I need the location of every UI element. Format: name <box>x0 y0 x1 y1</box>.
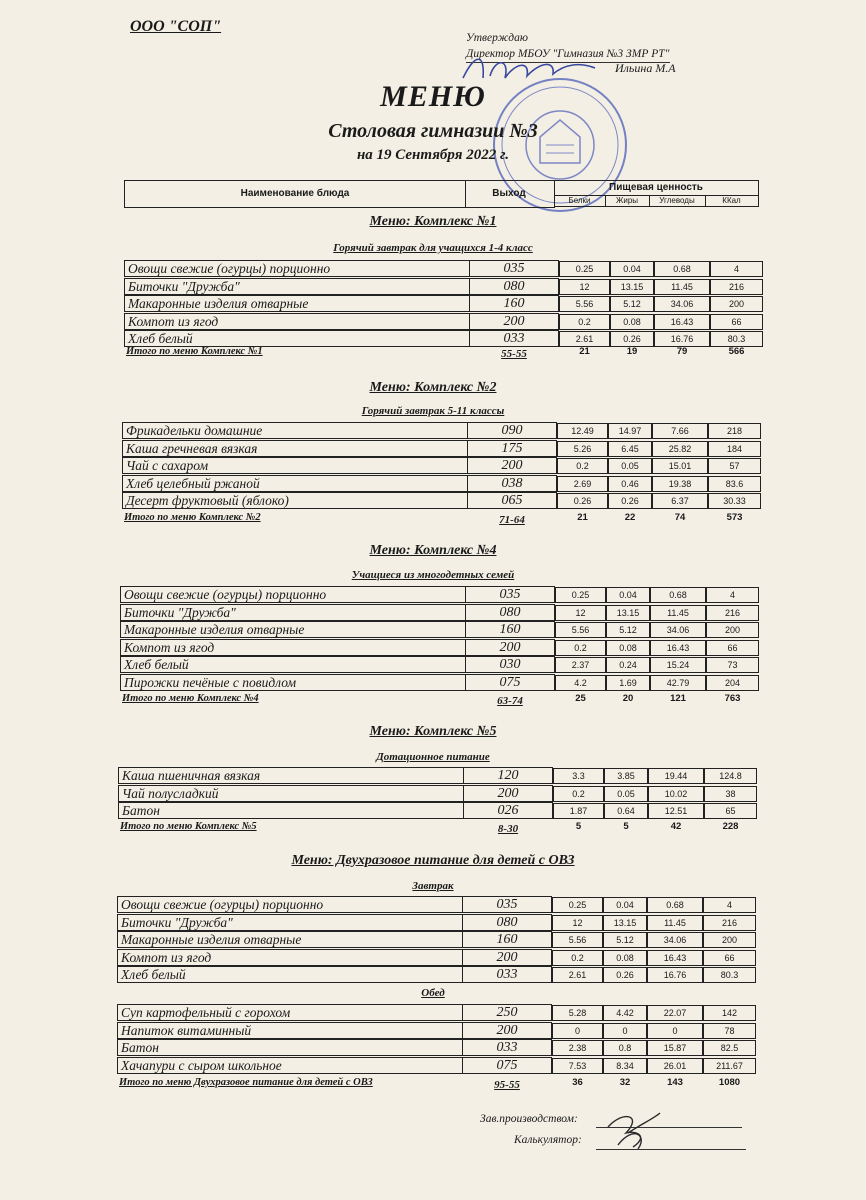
proteins-value: 5.28 <box>552 1005 603 1021</box>
approver-name: Ильина М.А <box>615 61 676 75</box>
kcal-value: 30.33 <box>708 493 761 509</box>
total-kcal: 228 <box>722 821 739 832</box>
total-carbs: 143 <box>667 1077 683 1088</box>
kcal-value: 83.6 <box>708 476 761 492</box>
carbs-value: 12.51 <box>648 803 704 819</box>
header-output-cell <box>464 180 555 208</box>
canteen-title: Столовая гимназии №3 <box>328 120 538 142</box>
dish-output: 160 <box>462 931 552 948</box>
carbs-value: 7.66 <box>652 423 708 439</box>
dish-output: 200 <box>465 639 555 656</box>
fats-value: 0.26 <box>603 967 647 983</box>
dish-output: 160 <box>469 295 559 312</box>
fats-value: 0.24 <box>606 657 650 673</box>
total-label: Итого по меню Комплекс №5 <box>120 821 257 832</box>
dish-name: Батон <box>117 1039 462 1056</box>
total-kcal: 1080 <box>718 1077 741 1088</box>
kcal-value: 4 <box>706 587 759 603</box>
proteins-value: 2.61 <box>552 967 603 983</box>
carbs-value: 0.68 <box>647 897 703 913</box>
proteins-value: 5.26 <box>557 441 608 457</box>
carbs-value: 15.01 <box>652 458 708 474</box>
dish-name: Напиток витаминный <box>117 1022 462 1039</box>
fats-value: 0.46 <box>608 476 652 492</box>
proteins-value: 1.87 <box>553 803 604 819</box>
kcal-value: 204 <box>706 675 759 691</box>
dish-name: Фрикадельки домашние <box>122 422 467 439</box>
dish-name: Хлеб белый <box>120 656 465 673</box>
dish-name: Чай с сахаром <box>122 457 467 474</box>
total-fats: 32 <box>619 1077 631 1088</box>
kcal-value: 218 <box>708 423 761 439</box>
total-kcal: 763 <box>724 693 741 704</box>
total-fats: 22 <box>624 512 636 523</box>
total-proteins: 25 <box>575 693 586 704</box>
kcal-value: 38 <box>704 786 757 802</box>
fats-value: 5.12 <box>603 932 647 948</box>
proteins-value: 0.2 <box>559 314 610 330</box>
fats-value: 0.64 <box>604 803 648 819</box>
header-kcal: ККал <box>705 195 759 207</box>
proteins-value: 7.53 <box>552 1058 603 1074</box>
group-title: Горячий завтрак 5-11 классы <box>361 405 505 417</box>
kcal-value: 184 <box>708 441 761 457</box>
dish-output: 200 <box>463 785 553 802</box>
kcal-value: 66 <box>710 314 763 330</box>
dish-name: Овощи свежие (огурцы) порционно <box>120 586 465 603</box>
proteins-value: 12 <box>559 279 610 295</box>
fats-value: 0.04 <box>603 897 647 913</box>
menu-title: МЕНЮ <box>380 80 486 113</box>
fats-value: 4.42 <box>603 1005 647 1021</box>
dish-output: 065 <box>467 492 557 509</box>
dish-output: 080 <box>465 604 555 621</box>
proteins-value: 2.38 <box>552 1040 603 1056</box>
total-label: Итого по меню Комплекс №4 <box>122 693 259 704</box>
dish-output: 033 <box>462 1039 552 1056</box>
kcal-value: 80.3 <box>710 331 763 347</box>
group-title: Обед <box>421 987 445 999</box>
organization-name: ООО "СОП" <box>130 18 222 35</box>
kcal-value: 200 <box>703 932 756 948</box>
footer-manager-label: Зав.производством: <box>480 1113 578 1125</box>
proteins-value: 12.49 <box>557 423 608 439</box>
group-title: Завтрак <box>412 880 454 892</box>
calculator-signature <box>598 1105 668 1155</box>
fats-value: 0.04 <box>606 587 650 603</box>
dish-output: 033 <box>469 330 559 347</box>
group-title: Дотационное питание <box>376 751 490 763</box>
dish-name: Макаронные изделия отварные <box>117 931 462 948</box>
fats-value: 6.45 <box>608 441 652 457</box>
proteins-value: 5.56 <box>559 296 610 312</box>
total-kcal: 573 <box>726 512 743 523</box>
header-output: Выход <box>492 188 526 199</box>
dish-output: 035 <box>469 260 559 277</box>
proteins-value: 0.26 <box>557 493 608 509</box>
total-carbs: 74 <box>674 512 686 523</box>
header-nutrition: Пищевая ценность <box>609 182 703 193</box>
proteins-value: 5.56 <box>552 932 603 948</box>
header-proteins: Белки <box>554 195 606 207</box>
section-title: Меню: Комплекс №2 <box>369 380 497 395</box>
kcal-value: 66 <box>703 950 756 966</box>
dish-output: 120 <box>463 767 553 784</box>
dish-output: 038 <box>467 475 557 492</box>
total-output: 95-55 <box>494 1079 520 1091</box>
dish-output: 035 <box>465 586 555 603</box>
carbs-value: 0.68 <box>650 587 706 603</box>
dish-name: Макаронные изделия отварные <box>120 621 465 638</box>
total-carbs: 42 <box>670 821 682 832</box>
kcal-value: 78 <box>703 1023 756 1039</box>
dish-name: Биточки "Дружба" <box>120 604 465 621</box>
dish-name: Компот из ягод <box>120 639 465 656</box>
carbs-value: 19.38 <box>652 476 708 492</box>
total-proteins: 5 <box>575 821 582 832</box>
fats-value: 14.97 <box>608 423 652 439</box>
header-nutrition-cell <box>554 180 759 196</box>
section-title: Меню: Комплекс №1 <box>369 214 497 229</box>
total-carbs: 79 <box>676 346 688 357</box>
carbs-value: 26.01 <box>647 1058 703 1074</box>
dish-output: 200 <box>462 949 552 966</box>
dish-name: Суп картофельный с горохом <box>117 1004 462 1021</box>
carbs-value: 11.45 <box>654 279 710 295</box>
total-label: Итого по меню Комплекс №2 <box>124 512 261 523</box>
total-proteins: 21 <box>579 346 590 357</box>
proteins-value: 0.25 <box>555 587 606 603</box>
carbs-value: 25.82 <box>652 441 708 457</box>
kcal-value: 66 <box>706 640 759 656</box>
section-title: Меню: Двухразовое питание для детей с ОВЗ <box>291 853 575 868</box>
total-output: 8-30 <box>497 823 519 835</box>
carbs-value: 15.24 <box>650 657 706 673</box>
dish-output: 080 <box>462 914 552 931</box>
dish-name: Пирожки печёные с повидлом <box>120 674 465 691</box>
dish-output: 030 <box>465 656 555 673</box>
fats-value: 0.08 <box>603 950 647 966</box>
dish-name: Хлеб белый <box>124 330 469 347</box>
proteins-value: 0.2 <box>552 950 603 966</box>
kcal-value: 4 <box>710 261 763 277</box>
kcal-value: 216 <box>706 605 759 621</box>
proteins-value: 0.25 <box>559 261 610 277</box>
proteins-value: 5.56 <box>555 622 606 638</box>
dish-name: Овощи свежие (огурцы) порционно <box>117 896 462 913</box>
dish-output: 250 <box>462 1004 552 1021</box>
fats-value: 0.26 <box>608 493 652 509</box>
dish-name: Компот из ягод <box>124 313 469 330</box>
carbs-value: 34.06 <box>650 622 706 638</box>
carbs-value: 16.76 <box>654 331 710 347</box>
dish-name: Биточки "Дружба" <box>124 278 469 295</box>
total-label: Итого по меню Комплекс №1 <box>126 346 263 357</box>
carbs-value: 16.43 <box>654 314 710 330</box>
kcal-value: 200 <box>706 622 759 638</box>
kcal-value: 4 <box>703 897 756 913</box>
fats-value: 0.08 <box>610 314 654 330</box>
approval-line1: Утверждаю <box>466 32 528 44</box>
fats-value: 8.34 <box>603 1058 647 1074</box>
fats-value: 13.15 <box>606 605 650 621</box>
kcal-value: 124.8 <box>704 768 757 784</box>
proteins-value: 2.37 <box>555 657 606 673</box>
header-dish: Наименование блюда <box>240 188 350 199</box>
dish-name: Чай полусладкий <box>118 785 463 802</box>
dish-output: 035 <box>462 896 552 913</box>
dish-name: Хлеб белый <box>117 966 462 983</box>
fats-value: 5.12 <box>610 296 654 312</box>
carbs-value: 11.45 <box>647 915 703 931</box>
fats-value: 0.05 <box>608 458 652 474</box>
proteins-value: 12 <box>552 915 603 931</box>
carbs-value: 34.06 <box>654 296 710 312</box>
proteins-value: 0.2 <box>555 640 606 656</box>
proteins-value: 4.2 <box>555 675 606 691</box>
section-title: Меню: Комплекс №5 <box>369 724 497 739</box>
dish-output: 075 <box>462 1057 552 1074</box>
carbs-value: 11.45 <box>650 605 706 621</box>
fats-value: 0.05 <box>604 786 648 802</box>
dish-name: Батон <box>118 802 463 819</box>
total-label: Итого по меню Двухразовое питание для детей с ОВЗ <box>119 1077 373 1088</box>
carbs-value: 0 <box>647 1023 703 1039</box>
fats-value: 13.15 <box>603 915 647 931</box>
proteins-value: 2.69 <box>557 476 608 492</box>
kcal-value: 57 <box>708 458 761 474</box>
kcal-value: 65 <box>704 803 757 819</box>
header-dish-cell <box>124 180 466 208</box>
menu-date: на 19 Сентября 2022 г. <box>356 147 510 163</box>
header-fats: Жиры <box>605 195 650 207</box>
fats-value: 1.69 <box>606 675 650 691</box>
dish-output: 200 <box>467 457 557 474</box>
group-title: Учащиеся из многодетных семей <box>351 569 515 581</box>
fats-value: 0.04 <box>610 261 654 277</box>
dish-output: 090 <box>467 422 557 439</box>
total-carbs: 121 <box>670 693 686 704</box>
dish-output: 033 <box>462 966 552 983</box>
dish-name: Каша гречневая вязкая <box>122 440 467 457</box>
fats-value: 0.08 <box>606 640 650 656</box>
dish-name: Овощи свежие (огурцы) порционно <box>124 260 469 277</box>
carbs-value: 16.76 <box>647 967 703 983</box>
dish-name: Хлеб целебный ржаной <box>122 475 467 492</box>
dish-output: 026 <box>463 802 553 819</box>
dish-name: Компот из ягод <box>117 949 462 966</box>
proteins-value: 2.61 <box>559 331 610 347</box>
dish-name: Каша пшеничная вязкая <box>118 767 463 784</box>
kcal-value: 200 <box>710 296 763 312</box>
carbs-value: 19.44 <box>648 768 704 784</box>
group-title: Горячий завтрак для учащихся 1-4 класс <box>333 242 533 254</box>
carbs-value: 10.02 <box>648 786 704 802</box>
carbs-value: 6.37 <box>652 493 708 509</box>
kcal-value: 142 <box>703 1005 756 1021</box>
kcal-value: 216 <box>710 279 763 295</box>
proteins-value: 0.2 <box>553 786 604 802</box>
total-output: 63-74 <box>497 695 523 707</box>
carbs-value: 16.43 <box>647 950 703 966</box>
total-fats: 20 <box>622 693 634 704</box>
approval-line2: Директор МБОУ "Гимназия №3 ЗМР РТ" <box>466 46 670 63</box>
carbs-value: 16.43 <box>650 640 706 656</box>
carbs-value: 42.79 <box>650 675 706 691</box>
kcal-value: 82.5 <box>703 1040 756 1056</box>
total-fats: 5 <box>623 821 629 832</box>
kcal-value: 80.3 <box>703 967 756 983</box>
kcal-value: 216 <box>703 915 756 931</box>
proteins-value: 0 <box>552 1023 603 1039</box>
dish-name: Биточки "Дружба" <box>117 914 462 931</box>
fats-value: 0.26 <box>610 331 654 347</box>
total-fats: 19 <box>626 346 638 357</box>
footer-calculator-label: Калькулятор: <box>514 1134 582 1146</box>
proteins-value: 0.2 <box>557 458 608 474</box>
carbs-value: 22.07 <box>647 1005 703 1021</box>
fats-value: 13.15 <box>610 279 654 295</box>
header-carbs: Углеводы <box>649 195 706 207</box>
dish-name: Макаронные изделия отварные <box>124 295 469 312</box>
total-output: 71-64 <box>499 514 525 526</box>
dish-output: 075 <box>465 674 555 691</box>
kcal-value: 211.67 <box>703 1058 756 1074</box>
kcal-value: 73 <box>706 657 759 673</box>
dish-name: Десерт фруктовый (яблоко) <box>122 492 467 509</box>
fats-value: 0 <box>603 1023 647 1039</box>
dish-output: 080 <box>469 278 559 295</box>
dish-name: Хачапури с сыром школьное <box>117 1057 462 1074</box>
total-proteins: 36 <box>572 1077 583 1088</box>
carbs-value: 34.06 <box>647 932 703 948</box>
fats-value: 0.8 <box>603 1040 647 1056</box>
section-title: Меню: Комплекс №4 <box>369 543 497 558</box>
dish-output: 160 <box>465 621 555 638</box>
proteins-value: 3.3 <box>553 768 604 784</box>
proteins-value: 12 <box>555 605 606 621</box>
total-output: 55-55 <box>501 348 527 360</box>
proteins-value: 0.25 <box>552 897 603 913</box>
total-proteins: 21 <box>577 512 588 523</box>
carbs-value: 0.68 <box>654 261 710 277</box>
fats-value: 5.12 <box>606 622 650 638</box>
dish-output: 200 <box>469 313 559 330</box>
carbs-value: 15.87 <box>647 1040 703 1056</box>
dish-output: 200 <box>462 1022 552 1039</box>
dish-output: 175 <box>467 440 557 457</box>
total-kcal: 566 <box>728 346 745 357</box>
fats-value: 3.85 <box>604 768 648 784</box>
